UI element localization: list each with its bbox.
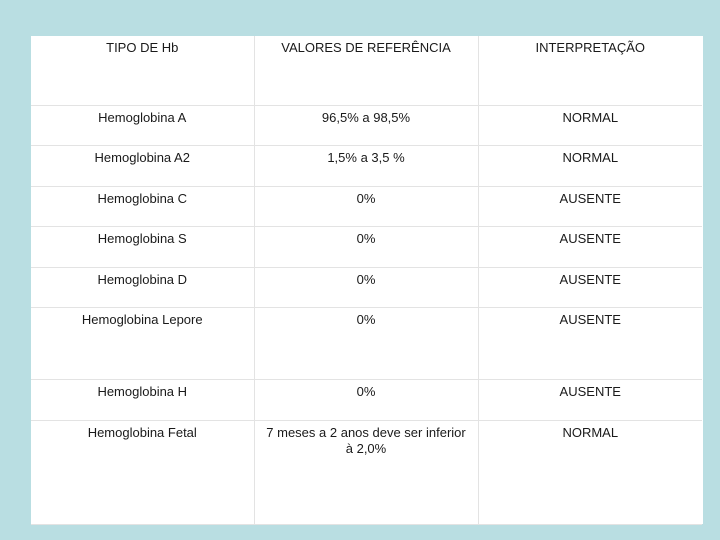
cell-interpretacao: AUSENTE <box>478 186 702 226</box>
cell-valor: 1,5% a 3,5 % <box>254 145 478 186</box>
cell-valor: 7 meses a 2 anos deve ser inferior à 2,0% <box>254 420 478 524</box>
table-row <box>31 226 702 267</box>
header-interpretacao: INTERPRETAÇÃO <box>478 36 702 105</box>
cell-valor: 0% <box>254 226 478 267</box>
cell-tipo: Hemoglobina H <box>31 379 254 420</box>
cell-interpretacao: NORMAL <box>478 420 702 524</box>
table-row <box>31 307 702 379</box>
table-row <box>31 420 702 524</box>
slide-sheet <box>31 36 703 524</box>
cell-tipo: Hemoglobina Lepore <box>31 307 254 379</box>
cell-interpretacao: AUSENTE <box>478 307 702 379</box>
cell-valor: 0% <box>254 379 478 420</box>
table-row <box>31 379 702 420</box>
cell-valor: 0% <box>254 186 478 226</box>
table-row <box>31 105 702 145</box>
table-header-row <box>31 36 702 105</box>
table-row <box>31 186 702 226</box>
header-tipo-hb: TIPO DE Hb <box>31 36 254 105</box>
cell-tipo: Hemoglobina A <box>31 105 254 145</box>
cell-valor: 0% <box>254 267 478 307</box>
cell-interpretacao: AUSENTE <box>478 226 702 267</box>
cell-interpretacao: NORMAL <box>478 105 702 145</box>
cell-tipo: Hemoglobina A2 <box>31 145 254 186</box>
table-row <box>31 267 702 307</box>
cell-tipo: Hemoglobina C <box>31 186 254 226</box>
cell-tipo: Hemoglobina Fetal <box>31 420 254 524</box>
cell-interpretacao: AUSENTE <box>478 267 702 307</box>
cell-valor: 0% <box>254 307 478 379</box>
cell-interpretacao: NORMAL <box>478 145 702 186</box>
table-row <box>31 145 702 186</box>
header-valores-referencia: VALORES DE REFERÊNCIA <box>254 36 478 105</box>
cell-interpretacao: AUSENTE <box>478 379 702 420</box>
cell-valor: 96,5% a 98,5% <box>254 105 478 145</box>
cell-tipo: Hemoglobina D <box>31 267 254 307</box>
cell-tipo: Hemoglobina S <box>31 226 254 267</box>
hemoglobin-reference-table <box>31 36 702 525</box>
